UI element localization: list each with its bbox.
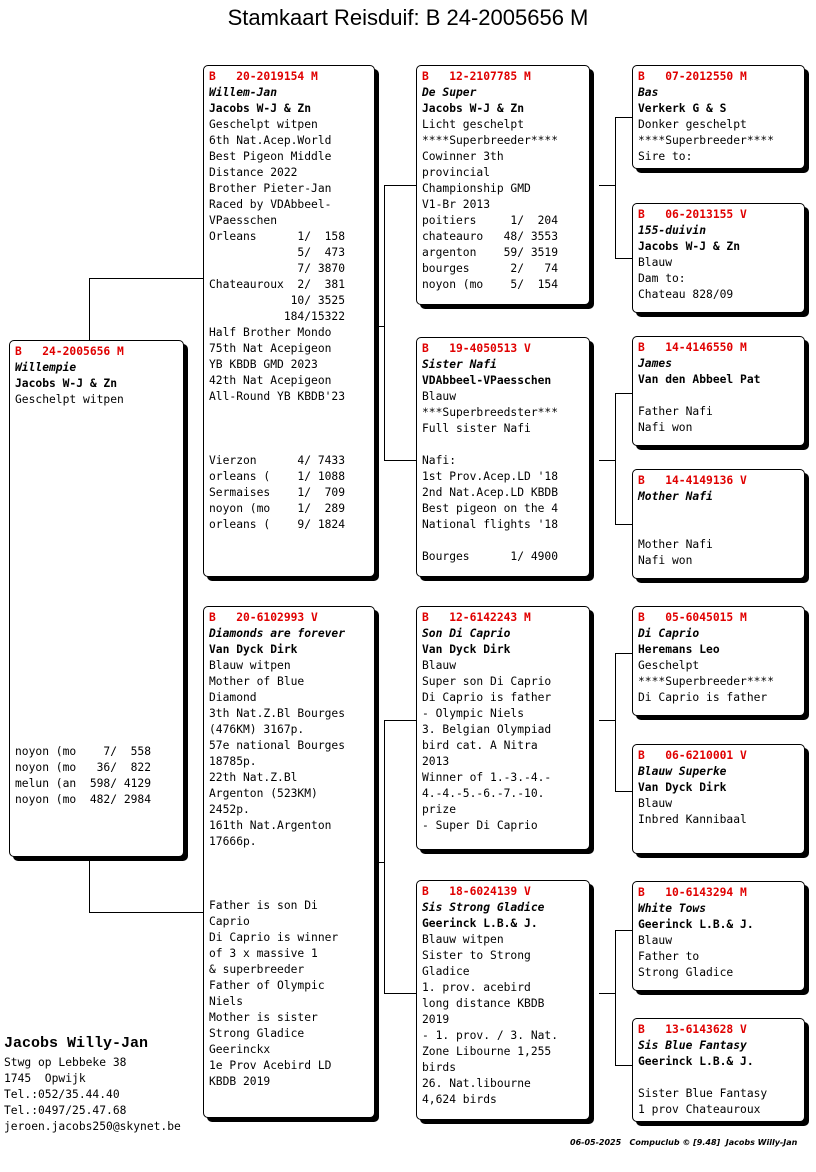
owner-phone-line: Tel.:052/35.44.40	[4, 1088, 120, 1101]
pigeon-name: Son Di Caprio	[422, 627, 511, 640]
card-line: 75th Nat Acepigeon	[209, 342, 332, 355]
card-line: prize	[422, 803, 457, 816]
connector-line	[599, 185, 615, 186]
card-line: bourges 2/ 74	[422, 262, 559, 275]
card-line: Distance 2022	[209, 166, 298, 179]
card-line: Caprio	[209, 915, 250, 928]
card-line	[15, 424, 178, 440]
sire-sire-card	[416, 65, 590, 305]
card-line: 4.-4.-5.-6.-7.-10.	[422, 787, 545, 800]
breeder-name: Van Dyck Dirk	[638, 781, 727, 794]
connector-line	[615, 653, 616, 791]
card-line: 26. Nat.libourne	[422, 1077, 531, 1090]
dam-dam-sire-card	[632, 881, 805, 991]
card-line: long distance KBDB	[422, 997, 545, 1010]
card-line: melun (an 598/ 4129	[15, 777, 152, 790]
card-line	[15, 568, 178, 584]
ring-number: B 13-6143628 V	[638, 1023, 747, 1036]
card-line: Sire to:	[638, 150, 693, 163]
card-line	[209, 866, 369, 882]
connector-line	[615, 393, 632, 394]
sire-dam-sire-card	[632, 336, 805, 446]
card-line: Vierzon 4/ 7433	[209, 454, 346, 467]
card-line: Best pigeon on the 4	[422, 502, 559, 515]
card-line: noyon (mo 36/ 822	[15, 761, 152, 774]
card-line: Mother Nafi	[638, 538, 713, 551]
ring-number: B 14-4149136 V	[638, 474, 747, 487]
pigeon-name: Di Caprio	[638, 627, 700, 640]
card-line	[638, 388, 799, 404]
owner-address-line: Stwg op Lebbeke 38	[4, 1056, 127, 1069]
card-line	[15, 600, 178, 616]
card-line: ****Superbreeder****	[638, 675, 775, 688]
card-line: ****Superbreeder****	[638, 134, 775, 147]
card-line: birds	[422, 1061, 457, 1074]
card-line: Father to	[638, 950, 700, 963]
card-line: Blauw	[638, 797, 673, 810]
card-line	[15, 488, 178, 504]
connector-line	[384, 720, 385, 993]
connector-line	[615, 930, 632, 931]
card-line	[638, 521, 799, 537]
card-line: National flights '18	[422, 518, 559, 531]
card-line	[15, 456, 178, 472]
card-line: Nafi won	[638, 421, 693, 434]
card-line: 3th Nat.Z.Bl Bourges	[209, 707, 346, 720]
card-line: Father Nafi	[638, 405, 713, 418]
card-line	[15, 520, 178, 536]
card-line	[15, 728, 178, 744]
card-line: Blauw witpen	[422, 933, 504, 946]
breeder-name	[638, 505, 799, 521]
card-line	[15, 584, 178, 600]
owner-name: Jacobs Willy-Jan	[4, 1035, 149, 1052]
card-line: Raced by VDAbbeel-	[209, 198, 332, 211]
card-line: Blauw	[638, 934, 673, 947]
card-line	[15, 472, 178, 488]
card-line: KBDB 2019	[209, 1075, 271, 1088]
card-line: Geschelpt witpen	[15, 393, 124, 406]
ring-number: B 18-6024139 V	[422, 885, 531, 898]
card-line	[15, 536, 178, 552]
connector-line	[375, 862, 385, 863]
pigeon-name: Diamonds are forever	[209, 627, 346, 640]
connector-line	[615, 117, 632, 118]
card-line: Blauw	[422, 659, 457, 672]
ring-number: B 06-6210001 V	[638, 749, 747, 762]
dam-sire-dam-card	[632, 744, 805, 854]
card-line: noyon (mo 482/ 2984	[15, 793, 152, 806]
card-line: noyon (mo 1/ 289	[209, 502, 346, 515]
ring-number: B 06-2013155 V	[638, 208, 747, 221]
card-line	[15, 664, 178, 680]
card-line: 2013	[422, 755, 450, 768]
card-line	[15, 680, 178, 696]
card-line: All-Round YB KBDB'23	[209, 390, 346, 403]
pigeon-name: Willempie	[15, 361, 77, 374]
card-line: 1st Prov.Acep.LD '18	[422, 470, 559, 483]
card-line	[15, 408, 178, 424]
footer-credits: 06-05-2025 Compuclub © [9.48] Jacobs Willy-Jan	[570, 1138, 798, 1147]
card-line: (476KM) 3167p.	[209, 723, 305, 736]
card-line: Nafi won	[638, 554, 693, 567]
card-line: Father of Olympic	[209, 979, 325, 992]
ring-number: B 05-6045015 M	[638, 611, 747, 624]
card-line: & superbreeder	[209, 963, 305, 976]
card-line: 161th Nat.Argenton	[209, 819, 332, 832]
card-line: provincial	[422, 166, 491, 179]
connector-line	[615, 393, 616, 524]
ring-number: B 10-6143294 M	[638, 886, 747, 899]
connector-line	[615, 791, 632, 792]
card-line	[15, 648, 178, 664]
connector-line	[89, 278, 203, 279]
card-line: Cowinner 3th	[422, 150, 504, 163]
card-line: Dam to:	[638, 272, 686, 285]
card-line: Sister to Strong	[422, 949, 531, 962]
connector-line	[615, 117, 616, 258]
card-line	[638, 1070, 799, 1086]
connector-line	[615, 258, 632, 259]
card-line: Super son Di Caprio	[422, 675, 552, 688]
card-line: 6th Nat.Acep.World	[209, 134, 332, 147]
ring-number: B 12-6142243 M	[422, 611, 531, 624]
card-line	[209, 437, 369, 453]
card-line: Sermaises 1/ 709	[209, 486, 346, 499]
card-line	[209, 421, 369, 437]
pigeon-name: Bas	[638, 86, 659, 99]
card-line: 3. Belgian Olympiad	[422, 723, 552, 736]
connector-line	[599, 993, 615, 994]
breeder-name: Jacobs W-J & Zn	[638, 240, 741, 253]
card-line: orleans ( 1/ 1088	[209, 470, 346, 483]
card-line: Argenton (523KM)	[209, 787, 318, 800]
connector-line	[384, 460, 416, 461]
card-line: of 3 x massive 1	[209, 947, 318, 960]
card-line: Mother of Blue	[209, 675, 305, 688]
card-line	[209, 850, 369, 866]
connector-line	[384, 720, 416, 721]
dam-dam-dam-card	[632, 1018, 805, 1122]
card-line: Di Caprio is father	[638, 691, 768, 704]
breeder-name: Heremans Leo	[638, 643, 720, 656]
connector-line	[599, 460, 615, 461]
card-line: - Super Di Caprio	[422, 819, 538, 832]
connector-line	[384, 993, 416, 994]
card-line: Nafi:	[422, 454, 457, 467]
card-line	[422, 533, 584, 549]
pigeon-name: Sis Strong Gladice	[422, 901, 545, 914]
card-line: orleans ( 9/ 1824	[209, 518, 346, 531]
card-line: 7/ 3870	[209, 262, 346, 275]
card-line: Di Caprio is father	[422, 691, 552, 704]
card-line: 2452p.	[209, 803, 250, 816]
card-line	[15, 712, 178, 728]
card-line: Mother is sister	[209, 1011, 318, 1024]
sire-dam-card	[416, 337, 590, 577]
card-line: bird cat. A Nitra	[422, 739, 538, 752]
breeder-name: Geerinck L.B.& J.	[422, 917, 538, 930]
card-line: Diamond	[209, 691, 257, 704]
card-line: Geschelpt witpen	[209, 118, 318, 131]
page-title: Stamkaart Reisduif: B 24-2005656 M	[227, 5, 589, 30]
card-line: Niels	[209, 995, 244, 1008]
card-line: Winner of 1.-3.-4.-	[422, 771, 552, 784]
card-line	[15, 440, 178, 456]
card-line: Gladice	[422, 965, 470, 978]
card-line: poitiers 1/ 204	[422, 214, 559, 227]
card-line: VPaesschen	[209, 214, 278, 227]
card-line: Di Caprio is winner	[209, 931, 339, 944]
card-line: 184/15322	[209, 310, 346, 323]
card-line: 17666p.	[209, 835, 257, 848]
card-line: Blauw	[422, 390, 457, 403]
sire-dam-dam-card	[632, 469, 805, 579]
card-line: ***Superbreedster***	[422, 406, 559, 419]
ring-number: B 20-6102993 V	[209, 611, 318, 624]
sire-card	[203, 65, 375, 577]
card-line: 2nd Nat.Acep.LD KBDB	[422, 486, 559, 499]
card-line: Bourges 1/ 4900	[422, 550, 559, 563]
breeder-name: VDAbbeel-VPaesschen	[422, 374, 552, 387]
card-line: chateauro 48/ 3553	[422, 230, 559, 243]
connector-line	[615, 524, 632, 525]
card-line: Geerinckx	[209, 1043, 271, 1056]
ring-number: B 07-2012550 M	[638, 70, 747, 83]
pigeon-name: Blauw Superke	[638, 765, 727, 778]
card-line: Chateau 828/09	[638, 288, 734, 301]
card-line: 1 prov Chateauroux	[638, 1103, 761, 1116]
card-line: Championship GMD	[422, 182, 531, 195]
card-line: Strong Gladice	[638, 966, 734, 979]
breeder-name: Verkerk G & S	[638, 102, 727, 115]
pigeon-name: Sis Blue Fantasy	[638, 1039, 747, 1052]
card-line	[15, 616, 178, 632]
sire-sire-dam-card	[632, 203, 805, 313]
connector-line	[384, 185, 416, 186]
card-line: Zone Libourne 1,255	[422, 1045, 552, 1058]
pigeon-name: James	[638, 357, 673, 370]
card-line: Blauw witpen	[209, 659, 291, 672]
owner-city-line: 1745 Opwijk	[4, 1072, 86, 1085]
card-line: Orleans 1/ 158	[209, 230, 346, 243]
card-line: 2019	[422, 1013, 450, 1026]
card-line	[15, 552, 178, 568]
owner-mobile-line: Tel.:0497/25.47.68	[4, 1104, 127, 1117]
card-line	[422, 437, 584, 453]
card-line: 22th Nat.Z.Bl	[209, 771, 298, 784]
card-line: - Olympic Niels	[422, 707, 525, 720]
breeder-name: Van Dyck Dirk	[422, 643, 511, 656]
dam-dam-card	[416, 880, 590, 1120]
pigeon-name: 155-duivin	[638, 224, 707, 237]
card-line: Best Pigeon Middle	[209, 150, 332, 163]
pigeon-name: Willem-Jan	[209, 86, 278, 99]
breeder-name: Van Dyck Dirk	[209, 643, 298, 656]
card-line: noyon (mo 7/ 558	[15, 745, 152, 758]
card-line: Father is son Di	[209, 899, 318, 912]
breeder-name: Jacobs W-J & Zn	[422, 102, 525, 115]
ring-number: B 12-2107785 M	[422, 70, 531, 83]
dam-sire-card	[416, 606, 590, 850]
breeder-name: Jacobs W-J & Zn	[209, 102, 312, 115]
card-line: Full sister Nafi	[422, 422, 531, 435]
ring-number: B 19-4050513 V	[422, 342, 531, 355]
sire-sire-sire-card	[632, 65, 805, 169]
card-line: Strong Gladice	[209, 1027, 305, 1040]
card-line: noyon (mo 5/ 154	[422, 278, 559, 291]
card-line: 42th Nat Acepigeon	[209, 374, 332, 387]
card-line: Donker geschelpt	[638, 118, 747, 131]
card-line: 10/ 3525	[209, 294, 346, 307]
card-line	[209, 882, 369, 898]
card-line	[15, 632, 178, 648]
breeder-name: Geerinck L.B.& J.	[638, 1055, 754, 1068]
dam-card	[203, 606, 375, 1118]
breeder-name: Van den Abbeel Pat	[638, 373, 761, 386]
card-line: argenton 59/ 3519	[422, 246, 559, 259]
card-line: - 1. prov. / 3. Nat.	[422, 1029, 559, 1042]
card-line	[15, 504, 178, 520]
card-line: 4,624 birds	[422, 1093, 497, 1106]
ring-number: B 20-2019154 M	[209, 70, 318, 83]
card-line: 1. prov. acebird	[422, 981, 531, 994]
card-line: ****Superbreeder****	[422, 134, 559, 147]
connector-line	[384, 185, 385, 460]
card-line: 57e national Bourges	[209, 739, 346, 752]
dam-sire-sire-card	[632, 606, 805, 716]
connector-line	[599, 720, 615, 721]
card-line	[15, 696, 178, 712]
card-line: Brother Pieter-Jan	[209, 182, 332, 195]
ring-number: B 24-2005656 M	[15, 345, 124, 358]
card-line: Half Brother Mondo	[209, 326, 332, 339]
card-line: Sister Blue Fantasy	[638, 1087, 768, 1100]
card-line: 18785p.	[209, 755, 257, 768]
connector-line	[615, 653, 632, 654]
pigeon-name: De Super	[422, 86, 477, 99]
card-line: Licht geschelpt	[422, 118, 525, 131]
card-line	[209, 405, 369, 421]
owner-email-line: jeroen.jacobs250@skynet.be	[4, 1120, 181, 1133]
breeder-name: Geerinck L.B.& J.	[638, 918, 754, 931]
connector-line	[615, 930, 616, 1065]
connector-line	[615, 1065, 632, 1066]
breeder-name: Jacobs W-J & Zn	[15, 377, 118, 390]
pigeon-name: Sister Nafi	[422, 358, 497, 371]
owner-block	[4, 1033, 181, 1135]
connector-line	[89, 278, 90, 340]
card-line: Geschelpt	[638, 659, 700, 672]
pigeon-name: White Tows	[638, 902, 707, 915]
pigeon-name: Mother Nafi	[638, 490, 713, 503]
ring-number: B 14-4146550 M	[638, 341, 747, 354]
card-line: 1e Prov Acebird LD	[209, 1059, 332, 1072]
card-line: Inbred Kannibaal	[638, 813, 747, 826]
subject-card	[9, 340, 184, 857]
card-line: 5/ 473	[209, 246, 346, 259]
connector-line	[89, 912, 203, 913]
card-line: V1-Br 2013	[422, 198, 491, 211]
card-line: Chateauroux 2/ 381	[209, 278, 346, 291]
connector-line	[375, 326, 385, 327]
card-line: YB KBDB GMD 2023	[209, 358, 318, 371]
connector-line	[89, 857, 90, 912]
card-line: Blauw	[638, 256, 673, 269]
